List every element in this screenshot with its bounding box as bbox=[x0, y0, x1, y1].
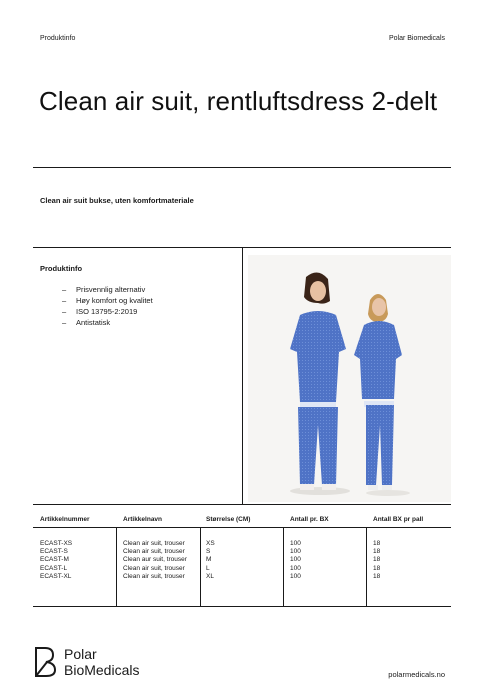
table-header-boxes-per-pallet: Antall BX pr pall bbox=[373, 516, 424, 523]
list-item: – Høy komfort og kvalitet bbox=[62, 295, 153, 306]
table-cell: ECAST-XS bbox=[40, 540, 73, 547]
table-column-article-name bbox=[123, 540, 187, 581]
table-cell: XS bbox=[206, 540, 215, 547]
header-left-label: Produktinfo bbox=[40, 35, 76, 42]
table-header-size: Størrelse (CM) bbox=[206, 516, 251, 523]
info-heading: Produktinfo bbox=[40, 264, 83, 273]
divider bbox=[33, 167, 451, 168]
info-list bbox=[62, 284, 153, 328]
table-cell: S bbox=[206, 548, 211, 556]
list-item: – Prisvennlig alternativ bbox=[62, 284, 153, 295]
table-cell: XL bbox=[206, 572, 214, 580]
header-company-label: Polar Biomedicals bbox=[388, 35, 445, 42]
brand-line-1: Polar bbox=[64, 646, 97, 662]
table-cell: L bbox=[206, 564, 210, 572]
table-cell: ECAST-S bbox=[40, 548, 68, 556]
column-divider bbox=[366, 528, 367, 606]
brand-name bbox=[64, 646, 139, 678]
table-cell: 100 bbox=[290, 540, 301, 547]
table-column-qty-per-box bbox=[290, 540, 301, 581]
table-cell: 100 bbox=[290, 572, 301, 580]
table-column-size bbox=[206, 540, 215, 581]
table-cell: 18 bbox=[373, 564, 381, 572]
brand-line-2: BioMedicals bbox=[64, 662, 140, 678]
divider bbox=[33, 606, 451, 607]
table-cell: ECAST-M bbox=[40, 556, 69, 564]
table-cell: Clean aur suit, trouser bbox=[123, 556, 187, 564]
website-link[interactable]: polarmedicals.no bbox=[388, 670, 445, 679]
table-cell: ECAST-L bbox=[40, 564, 68, 572]
page-title: Clean air suit, rentluftsdress 2-delt bbox=[39, 86, 438, 116]
list-item: – ISO 13795-2:2019 bbox=[62, 306, 153, 317]
table-cell: 18 bbox=[373, 548, 381, 556]
table-header-article-number: Artikkelnummer bbox=[40, 516, 90, 523]
table-cell: 100 bbox=[290, 564, 301, 572]
table-cell: 18 bbox=[373, 572, 381, 580]
column-divider bbox=[283, 528, 284, 606]
divider bbox=[33, 527, 451, 528]
polar-biomedicals-logo-icon bbox=[33, 645, 59, 684]
table-cell: 100 bbox=[290, 556, 301, 564]
table-cell: Clean air suit, trouser bbox=[123, 564, 185, 572]
table-cell: 18 bbox=[373, 556, 381, 564]
divider bbox=[33, 504, 451, 505]
list-item: – Antistatisk bbox=[62, 317, 153, 328]
model-right bbox=[354, 294, 402, 490]
table-cell: ECAST-XL bbox=[40, 572, 72, 580]
table-header-article-name: Artikkelnavn bbox=[123, 516, 163, 523]
product-photo bbox=[248, 255, 451, 502]
section-divider bbox=[242, 248, 243, 504]
table-column-boxes-per-pallet bbox=[373, 540, 380, 581]
table-header-qty-per-box: Antall pr. BX bbox=[290, 516, 329, 523]
table-cell: Clean air suit, trouser bbox=[123, 548, 185, 556]
column-divider bbox=[116, 528, 117, 606]
table-cell: 18 bbox=[373, 540, 381, 547]
product-subtitle: Clean air suit bukse, uten komfortmateriale bbox=[40, 196, 194, 205]
table-cell: 100 bbox=[290, 548, 301, 556]
table-cell: Clean air suit, trouser bbox=[123, 540, 185, 547]
column-divider bbox=[200, 528, 201, 606]
table-column-article-number bbox=[40, 540, 72, 581]
model-left bbox=[290, 272, 346, 490]
table-cell: M bbox=[206, 556, 212, 564]
table-cell: Clean air suit, trouser bbox=[123, 572, 185, 580]
